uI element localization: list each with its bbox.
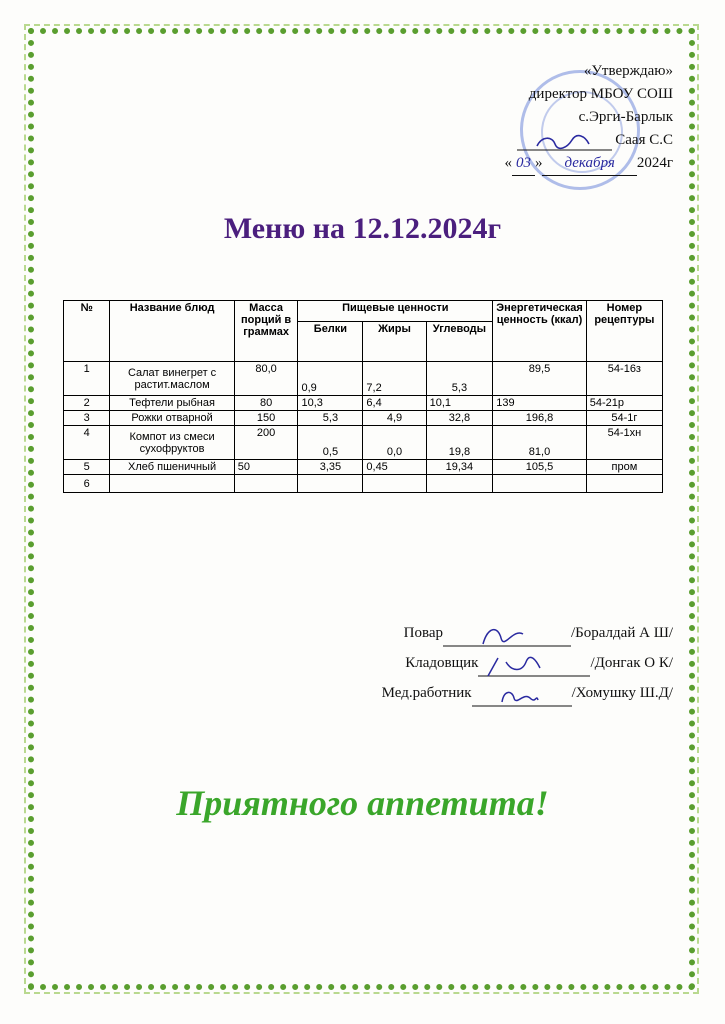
approval-line2: директор МБОУ СОШ [528, 86, 673, 102]
director-signature-icon [517, 132, 612, 152]
cell-protein: 3,35 [298, 460, 363, 475]
approval-line3: с.Эрги-Барлык [578, 109, 673, 125]
cell-num: 3 [64, 411, 110, 426]
cell-mass: 50 [234, 460, 298, 475]
cell-energy [493, 475, 587, 493]
medic-name: /Хомушку Ш.Д/ [571, 685, 673, 701]
table-row [64, 411, 663, 426]
cook-line [382, 618, 673, 648]
cell-dish: Салат винегрет с растит.маслом [110, 362, 234, 396]
table-row [64, 362, 663, 396]
approval-block [504, 60, 673, 176]
cell-carbs: 10,1 [426, 396, 493, 411]
cell-num: 5 [64, 460, 110, 475]
cell-recipe: 54-16з [586, 362, 662, 396]
cell-fat: 6,4 [363, 396, 426, 411]
header-protein: Белки [298, 322, 363, 362]
cell-carbs: 19,8 [426, 426, 493, 460]
cook-signature-icon [443, 624, 571, 648]
cell-recipe: пром [586, 460, 662, 475]
date-quote-open: « [504, 155, 512, 171]
date-day: 03 [512, 152, 535, 176]
medic-signature-icon [472, 684, 572, 708]
approval-director-line [504, 129, 673, 152]
table-header-row [64, 301, 663, 322]
cell-dish: Рожки отварной [110, 411, 234, 426]
cell-protein: 5,3 [298, 411, 363, 426]
cell-dish: Компот из смеси сухофруктов [110, 426, 234, 460]
cell-energy: 105,5 [493, 460, 587, 475]
header-recipe: Номер рецептуры [586, 301, 662, 362]
cell-mass: 150 [234, 411, 298, 426]
cell-carbs: 19,34 [426, 460, 493, 475]
cell-protein: 0,9 [298, 362, 363, 396]
cell-energy: 81,0 [493, 426, 587, 460]
cell-mass: 80,0 [234, 362, 298, 396]
storekeeper-signature-icon [478, 654, 590, 678]
date-quote-close: » [534, 155, 543, 171]
cell-recipe: 54-1хн [586, 426, 662, 460]
table-row [64, 426, 663, 460]
storekeeper-label: Кладовщик [405, 655, 479, 671]
header-fat: Жиры [363, 322, 426, 362]
cook-label: Повар [403, 625, 443, 641]
cell-fat: 4,9 [363, 411, 426, 426]
medic-label: Мед.работник [381, 685, 472, 701]
storekeeper-name: /Донгак О К/ [590, 655, 673, 671]
date-year: 2024г [636, 155, 673, 171]
menu-table [63, 300, 663, 493]
cell-dish [110, 475, 234, 493]
approval-date [504, 152, 673, 176]
cell-recipe: 54-21р [586, 396, 662, 411]
footer-wish: Приятного аппетита! [176, 783, 549, 823]
cell-num: 6 [64, 475, 110, 493]
storekeeper-line [382, 648, 673, 678]
table-row [64, 396, 663, 411]
cell-dish: Хлеб пшеничный [110, 460, 234, 475]
cell-recipe: 54-1г [586, 411, 662, 426]
cell-protein: 0,5 [298, 426, 363, 460]
cell-mass: 80 [234, 396, 298, 411]
cell-num: 1 [64, 362, 110, 396]
cell-num: 2 [64, 396, 110, 411]
approval-line1: «Утверждаю» [583, 63, 673, 79]
cell-carbs: 5,3 [426, 362, 493, 396]
cell-fat [363, 475, 426, 493]
header-nutrition: Пищевые ценности [298, 301, 493, 322]
page-title: Меню на 12.12.2024г [223, 212, 502, 245]
table-row [64, 475, 663, 493]
cell-carbs [426, 475, 493, 493]
cell-energy: 196,8 [493, 411, 587, 426]
header-num: № [64, 301, 110, 362]
cell-protein [298, 475, 363, 493]
cell-mass [234, 475, 298, 493]
medic-line [382, 678, 673, 708]
header-mass: Масса порций в граммах [234, 301, 298, 362]
cell-recipe [586, 475, 662, 493]
cell-energy: 139 [493, 396, 587, 411]
cell-energy: 89,5 [493, 362, 587, 396]
cell-mass: 200 [234, 426, 298, 460]
header-carbs: Углеводы [426, 322, 493, 362]
staff-signatures [382, 618, 673, 708]
cell-fat: 7,2 [363, 362, 426, 396]
header-energy: Энергетическая ценность (ккал) [493, 301, 587, 362]
header-dish: Название блюд [110, 301, 234, 362]
cell-carbs: 32,8 [426, 411, 493, 426]
cook-name: /Боралдай А Ш/ [570, 625, 673, 641]
cell-fat: 0,0 [363, 426, 426, 460]
director-name: Саая С.С [615, 132, 673, 148]
cell-num: 4 [64, 426, 110, 460]
cell-protein: 10,3 [298, 396, 363, 411]
table-row [64, 460, 663, 475]
cell-dish: Тефтели рыбная [110, 396, 234, 411]
date-month: декабря [542, 152, 636, 176]
cell-fat: 0,45 [363, 460, 426, 475]
